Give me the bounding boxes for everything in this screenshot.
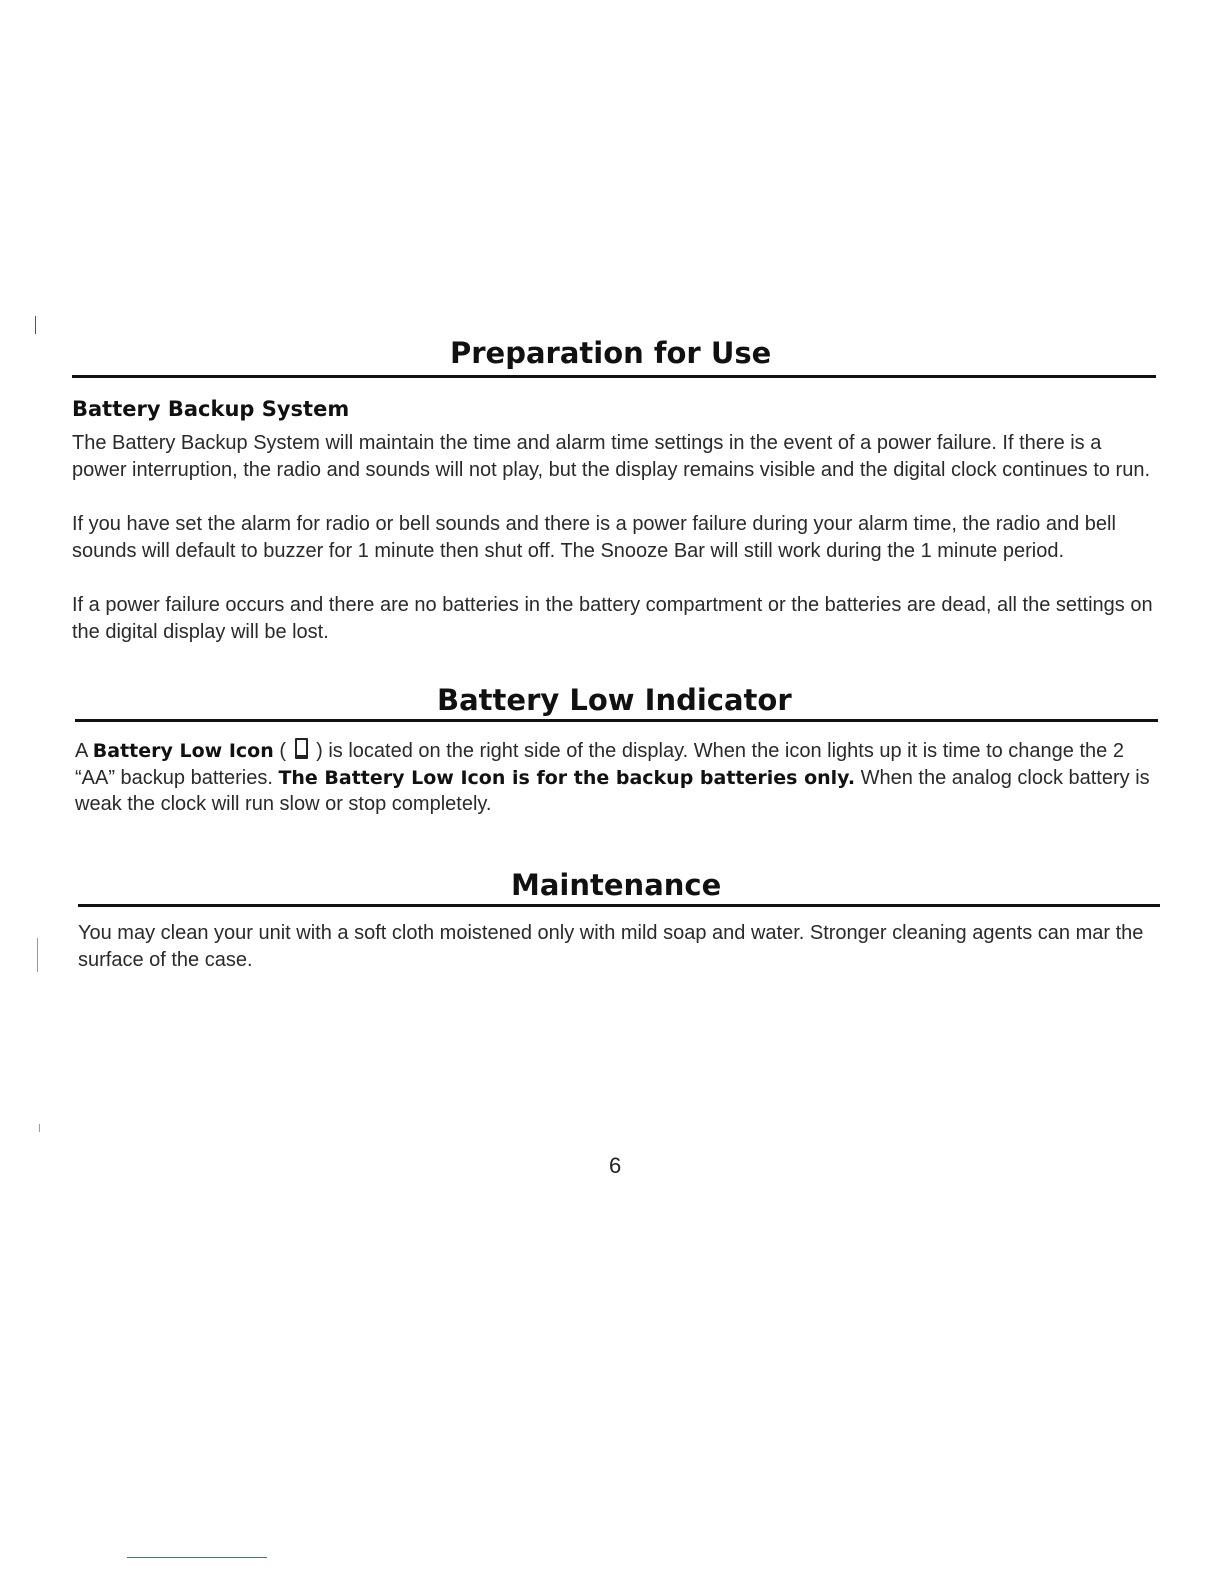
paragraph-battery-low xyxy=(75,738,1163,818)
section-rule xyxy=(72,375,1156,378)
section-title-preparation: Preparation for Use xyxy=(450,336,772,370)
text-segment: When the analog clock battery is weak the clock will run slow or stop completely. xyxy=(75,766,1150,815)
scan-mark xyxy=(39,1124,40,1132)
page-number: 6 xyxy=(609,1153,622,1178)
footer-line xyxy=(127,1557,267,1558)
paragraph-maintenance: You may clean your unit with a soft cloth moistened only with mild soap and water. Stronger cleaning agents can mar the surface of the case. xyxy=(78,922,1144,971)
bold-battery-low-icon: Battery Low Icon xyxy=(92,740,274,762)
paragraph-backup-2: If you have set the alarm for radio or bell sounds and there is a power failure during your alarm time, the radio and bell sounds will default to buzzer for 1 minute then shut off. The Snooze Bar will still work during the 1 minute period. xyxy=(72,513,1116,562)
scan-mark xyxy=(37,938,38,972)
text-segment: ) is located on the right side of the display. When the icon lights up it is time to change the 2 “AA” backup batteries. xyxy=(75,740,1124,789)
section-title-maintenance: Maintenance xyxy=(511,868,722,902)
section-title-battery-low: Battery Low Indicator xyxy=(437,683,792,717)
subheading-battery-backup: Battery Backup System xyxy=(72,397,350,421)
paragraph-backup-1: The Battery Backup System will maintain the time and alarm time settings in the event of a power failure. If there is a power interruption, the radio and sounds will not play, but the display remains visible and the digital clock continues to run. xyxy=(72,432,1151,481)
section-rule xyxy=(78,904,1160,907)
text-segment: A xyxy=(75,740,93,762)
paragraph-backup-3: If a power failure occurs and there are no batteries in the battery compartment or the batteries are dead, all the settings on the digital display will be lost. xyxy=(72,594,1153,643)
bold-backup-only-note: The Battery Low Icon is for the backup batteries only. xyxy=(278,766,856,789)
battery-low-icon xyxy=(295,738,308,759)
scan-mark xyxy=(35,316,36,334)
text-segment: ( xyxy=(273,740,292,762)
section-rule xyxy=(75,719,1158,722)
